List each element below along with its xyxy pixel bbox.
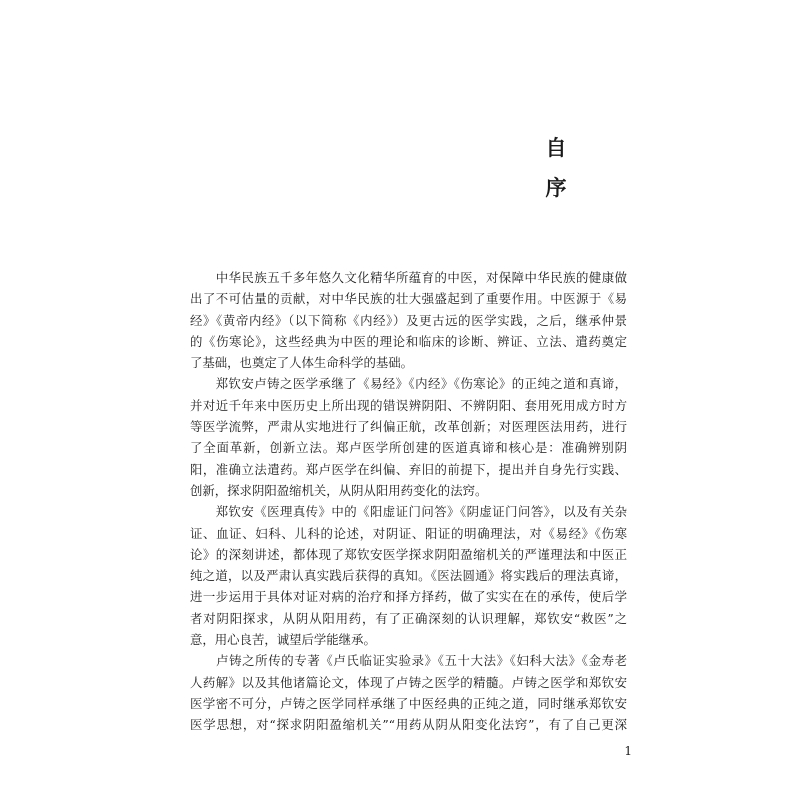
page-number: 1 xyxy=(624,744,632,758)
paragraph xyxy=(190,267,627,373)
body-text xyxy=(190,267,627,736)
text-line: 人药解》以及其他诸篇论文，体现了卢铸之医学的精髓。卢铸之医学和郑钦安 xyxy=(190,674,627,690)
text-line: 意，用心良苦，诚望后学能继承。 xyxy=(190,632,376,648)
text-line: 论》的深刻讲述，都体现了郑钦安医学探求阴阳盈缩机关的严谨理法和中医正 xyxy=(190,546,627,562)
text-line: 阳，准确立法遣药。郑卢医学在纠偏、弃旧的前提下，提出并自身先行实践、 xyxy=(190,461,627,477)
text-line: 纯之道，以及严肃认真实践后获得的真知。《医法圆通》将实践后的理法真谛， xyxy=(190,568,627,584)
text-line: 中华民族五千多年悠久文化精华所蕴育的中医，对保障中华民族的健康做 xyxy=(190,270,627,285)
text-line: 郑钦安卢铸之医学承继了《易经》《内经》《伤寒论》的正纯之道和真谛， xyxy=(190,376,627,392)
title-char: 自 xyxy=(545,135,567,160)
paragraph xyxy=(190,373,627,501)
text-line: 郑钦安《医理真传》中的《阳虚证门问答》《阴虚证门问答》，以及有关杂 xyxy=(190,504,627,520)
text-line: 证、血证、妇科、儿科的论述，对阴证、阳证的明确理法，对《易经》《伤寒 xyxy=(190,525,627,541)
text-line: 进一步运用于具体对证对病的治疗和择方择药，做了实实在在的承传，使后学 xyxy=(190,589,627,605)
text-line: 出了不可估量的贡献，对中华民族的壮大强盛起到了重要作用。中医源于《易 xyxy=(190,291,627,307)
text-line: 创新，探求阴阳盈缩机关，从阴从阳用药变化的法窍。 xyxy=(190,482,488,498)
paragraph xyxy=(190,501,627,650)
text-line: 医学密不可分，卢铸之医学同样承继了中医经典的正纯之道，同时继承郑钦安 xyxy=(190,695,627,711)
text-line: 了全面革新，创新立法。郑卢医学所创建的医道真谛和核心是：准确辨别阴 xyxy=(190,440,627,456)
text-line: 医学思想，对“探求阴阳盈缩机关”“用药从阴从阳变化法窍”，有了自己更深 xyxy=(190,717,627,733)
paragraph xyxy=(190,650,627,735)
title-char: 序 xyxy=(545,175,567,200)
text-line: 了基础，也奠定了人体生命科学的基础。 xyxy=(190,355,414,371)
text-line: 者对阴阳探求，从阴从阳用药，有了正确深刻的认识理解，郑钦安“救医”之 xyxy=(190,610,627,626)
text-line: 的《伤寒论》，这些经典为中医的理论和临床的诊断、辨证、立法、遣药奠定 xyxy=(190,333,627,349)
text-line: 卢铸之所传的专著《卢氏临证实验录》《五十大法》《妇科大法》《金寿老 xyxy=(190,653,627,669)
page-title xyxy=(536,128,576,208)
text-line: 并对近千年来中医历史上所出现的错误辨阴阳、不辨阴阳、套用死用成方时方 xyxy=(190,397,627,413)
text-line: 等医学流弊，严肃从实地进行了纠偏正航，改革创新；对医理医法用药，进行 xyxy=(190,419,627,435)
text-line: 经》《黄帝内经》（以下简称《内经》）及更古远的医学实践，之后，继承仲景 xyxy=(190,312,627,328)
